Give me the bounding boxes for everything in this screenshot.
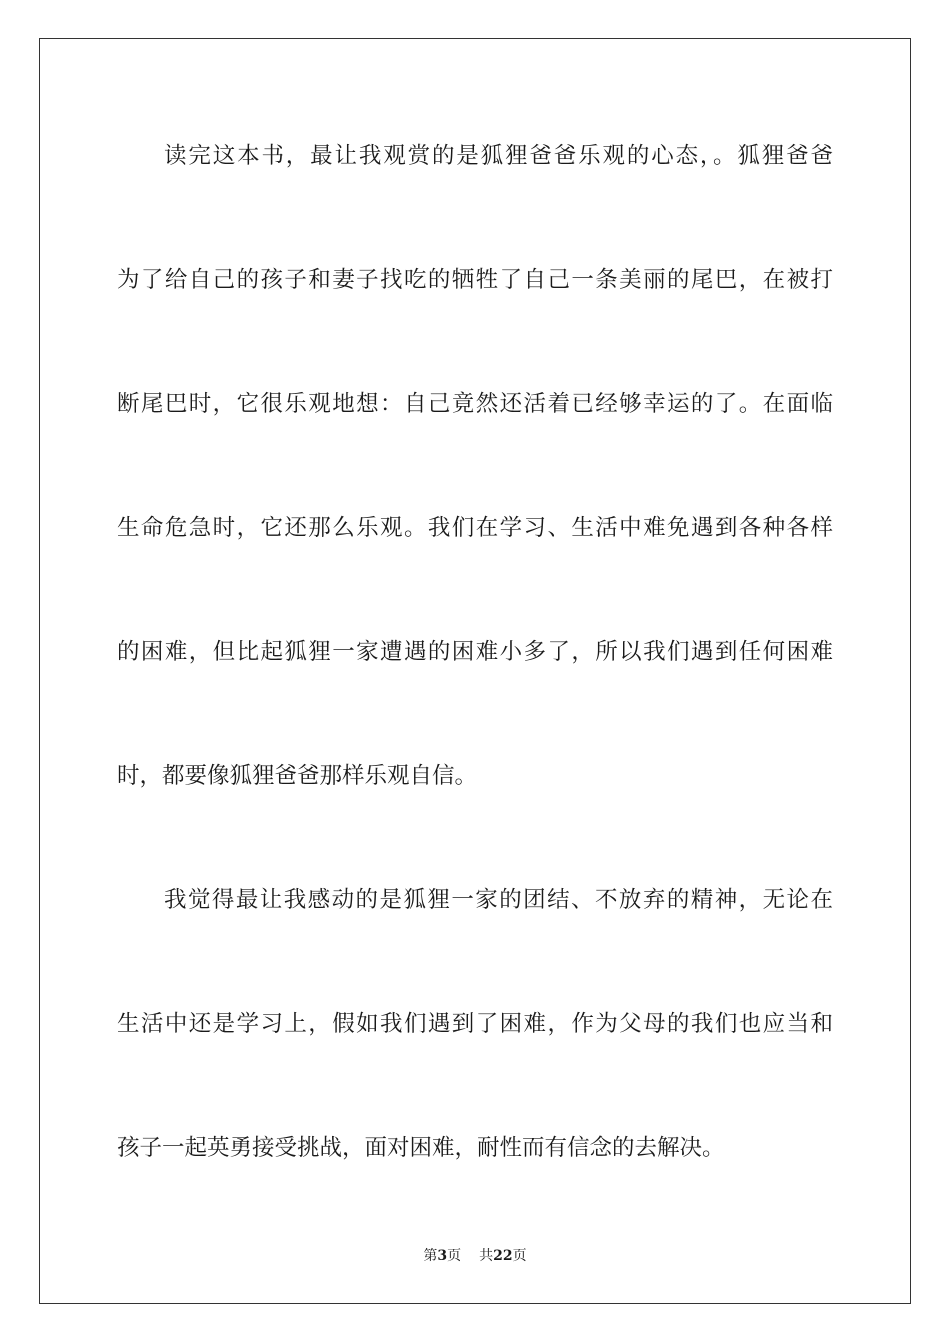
paragraph-2 [117, 869, 833, 1179]
paragraph-line: 孩子一起英勇接受挑战，面对困难，耐性而有信念的去解决。 [117, 1135, 725, 1161]
paragraph-line: 生活中还是学习上，假如我们遇到了困难，作为父母的我们也应当和 [117, 1011, 833, 1037]
page-footer [0, 1245, 950, 1265]
total-prefix: 共 [479, 1248, 494, 1264]
total-suffix: 页 [512, 1248, 527, 1264]
paragraph-line: 为了给自己的孩子和妻子找吃的牺牲了自己一条美丽的尾巴，在被打 [117, 267, 833, 293]
paragraph-line: 生命危急时，它还那么乐观。我们在学习、生活中难免遇到各种各样 [117, 515, 833, 541]
paragraph-line: 我觉得最让我感动的是狐狸一家的团结、不放弃的精神，无论在 [164, 887, 833, 913]
total-pages: 22 [493, 1248, 513, 1264]
paragraph-line: 断尾巴时，它很乐观地想：自己竟然还活着已经够幸运的了。在面临 [117, 391, 833, 417]
document-body [117, 125, 833, 1241]
paragraph-line: 的困难，但比起狐狸一家遭遇的困难小多了，所以我们遇到任何困难 [117, 639, 833, 665]
page-suffix: 页 [447, 1248, 462, 1264]
paragraph-line: 读完这本书，最让我观赏的是狐狸爸爸乐观的心态，。狐狸爸爸 [164, 143, 833, 169]
page-number: 3 [437, 1248, 448, 1264]
paragraph-1 [117, 125, 833, 807]
page-prefix: 第 [423, 1248, 438, 1264]
paragraph-line: 时，都要像狐狸爸爸那样乐观自信。 [117, 763, 478, 789]
